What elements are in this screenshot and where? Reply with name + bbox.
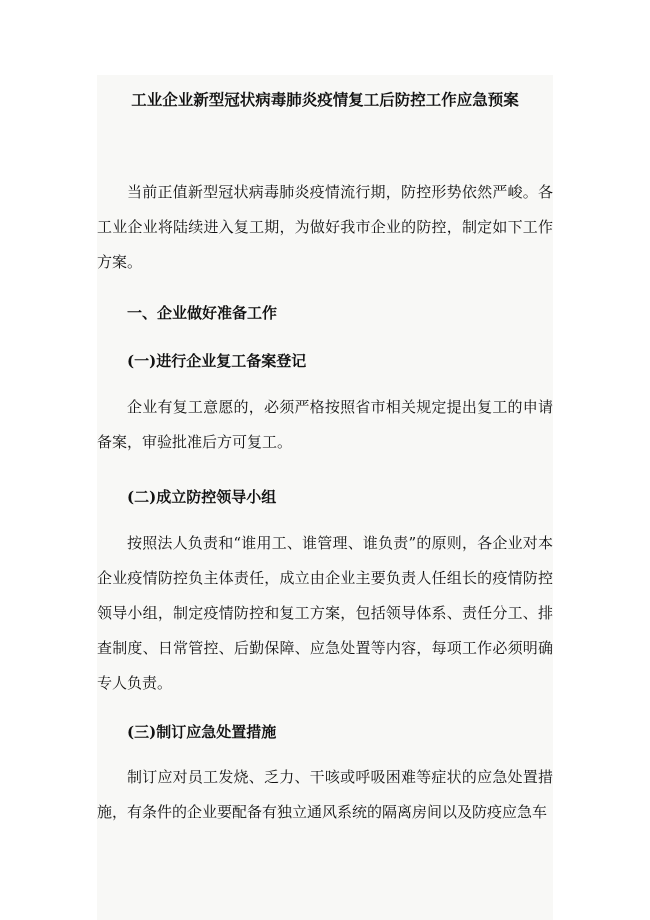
subsection-heading-2: (二)成立防控领导小组 — [127, 488, 277, 506]
subsection-paragraph-1: 企业有复工意愿的，必须严格按照省市相关规定提出复工的申请备案，审验批准后方可复工。 — [97, 398, 553, 451]
subsection-heading-3: (三)制订应急处置措施 — [127, 723, 277, 741]
document-page — [97, 75, 553, 920]
intro-paragraph: 当前正值新型冠状病毒肺炎疫情流行期，防控形势依然严峻。各工业企业将陆续进入复工期，为做好我市企业的防控，制定如下工作方案。 — [97, 183, 553, 271]
document-title: 工业企业新型冠状病毒肺炎疫情复工后防控工作应急预案 — [131, 90, 519, 109]
subsection-heading-1: (一)进行企业复工备案登记 — [127, 352, 307, 370]
subsection-paragraph-3: 制订应对员工发烧、乏力、干咳或呼吸困难等症状的应急处置措施，有条件的企业要配备有独立通风系统的隔离房间以及防疫应急车 — [97, 768, 553, 821]
section-heading-1: 一、企业做好准备工作 — [127, 304, 278, 322]
subsection-paragraph-2: 按照法人负责和“谁用工、谁管理、谁负责”的原则，各企业对本企业疫情防控负主体责任，成立由企业主要负责人任组长的疫情防控领导小组，制定疫情防控和复工方案，包括领导体系、责任分工、排查制度、日常管控、后勤保障、应急处置等内容，每项工作必须明确专人负责。 — [97, 534, 553, 692]
